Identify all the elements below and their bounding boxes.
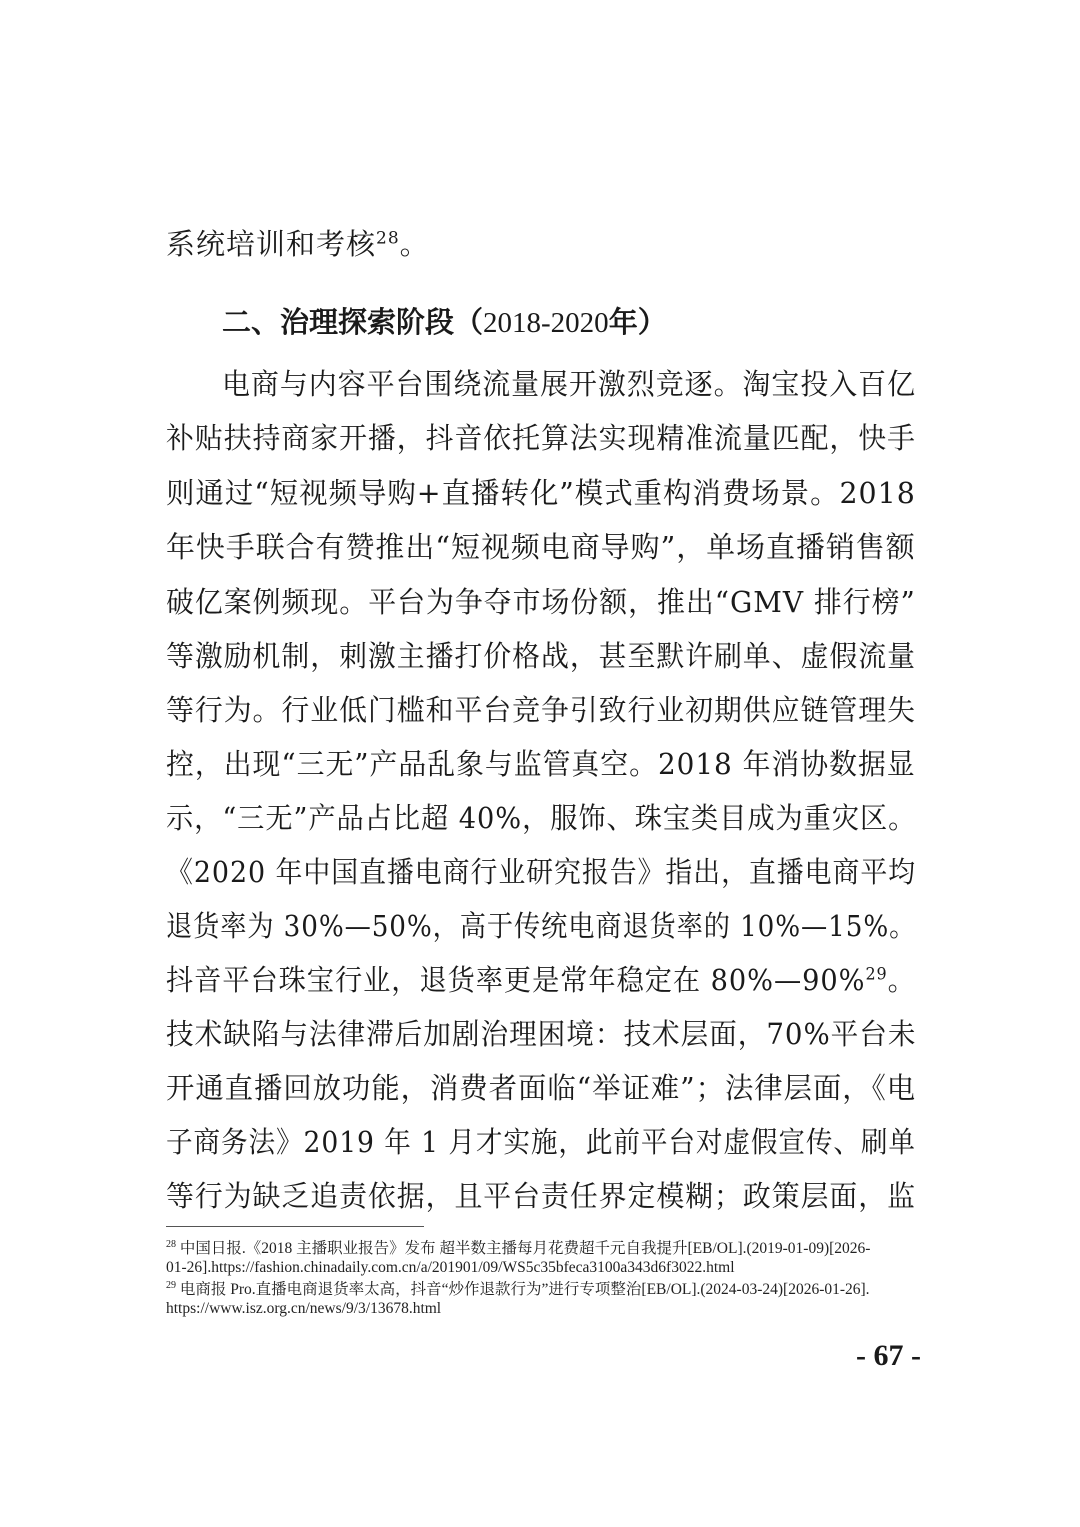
paragraph-line: 开通直播回放功能，消费者面临“举证难”；法律层面，《电	[166, 1071, 917, 1105]
paragraph-line: 年快手联合有赞推出“短视频电商导购”，单场直播销售额	[166, 530, 916, 564]
footnote-url[interactable]: 01-26].https://fashion.chinadaily.com.cn/a/201901/09/WS5c35bfeca3100a343d6f3022.html	[166, 1259, 735, 1276]
paragraph-line: 技术缺陷与法律滞后加剧治理困境：技术层面，70%平台未	[166, 1017, 917, 1051]
footnote-ref-29[interactable]: 29	[865, 964, 888, 985]
paragraph-line: 控，出现“三无”产品乱象与监管真空。2018 年消协数据显	[166, 747, 916, 781]
footnote-28	[166, 1239, 916, 1277]
paragraph-line: 《2020 年中国直播电商行业研究报告》指出，直播电商平均	[166, 855, 917, 889]
page-number: - 67 -	[856, 1339, 921, 1372]
paragraph-line: 等行为。行业低门槛和平台竞争引致行业初期供应链管理失	[166, 693, 916, 727]
paragraph-line: 等激励机制，刺激主播打价格战，甚至默许刷单、虚假流量	[166, 639, 916, 673]
footnote-line	[166, 1239, 916, 1258]
paragraph-line: 破亿案例频现。平台为争夺市场份额，推出“GMV 排行榜”	[166, 585, 916, 619]
paragraph-line-with-ref	[166, 960, 916, 1000]
intro-line	[166, 224, 430, 264]
footnote-divider	[166, 1226, 424, 1227]
paragraph-line: 补贴扶持商家开播，抖音依托算法实现精准流量匹配，快手	[166, 421, 916, 455]
footnote-url[interactable]: https://www.isz.org.cn/news/9/3/13678.html	[166, 1300, 442, 1317]
footnote-ref-28[interactable]: 28	[376, 228, 400, 249]
footnote-line	[166, 1280, 916, 1299]
paragraph-line: 电商与内容平台围绕流量展开激烈竞逐。淘宝投入百亿	[222, 367, 917, 401]
paragraph-line: 示，“三无”产品占比超 40%，服饰、珠宝类目成为重灾区。	[166, 801, 917, 835]
section-heading	[222, 302, 667, 343]
line-end: 。	[887, 963, 916, 997]
paragraph-line: 子商务法》2019 年 1 月才实施，此前平台对虚假宣传、刷单	[166, 1125, 916, 1159]
heading-prefix: 二、治理探索阶段（	[222, 305, 484, 339]
footnote-text: 中国日报.《2018 主播职业报告》发布 超半数主播每月花费超千元自我提升[EB/OL].(2019-01-09)[2026-	[179, 1240, 871, 1257]
intro-end: 。	[399, 227, 430, 261]
paragraph-line: 等行为缺乏追责依据，且平台责任界定模糊；政策层面，监	[166, 1179, 916, 1213]
heading-years: 2018-2020	[483, 307, 609, 339]
footnote-number: 28	[166, 1238, 176, 1250]
paragraph-line: 则通过“短视频导购+直播转化”模式重构消费场景。2018	[166, 476, 916, 510]
footnote-number: 29	[166, 1279, 176, 1291]
intro-text: 系统培训和考核	[166, 227, 377, 261]
footnote-29	[166, 1280, 916, 1318]
footnote-text: 电商报 Pro.直播电商退货率太高，抖音“炒作退款行为”进行专项整治[EB/OL].(2024-03-24)[2026-01-26].	[179, 1281, 870, 1298]
line-text: 抖音平台珠宝行业，退货率更是常年稳定在 80%—90%	[166, 963, 866, 997]
heading-suffix: 年）	[608, 305, 667, 339]
paragraph-line: 退货率为 30%—50%，高于传统电商退货率的 10%—15%。	[166, 909, 917, 943]
